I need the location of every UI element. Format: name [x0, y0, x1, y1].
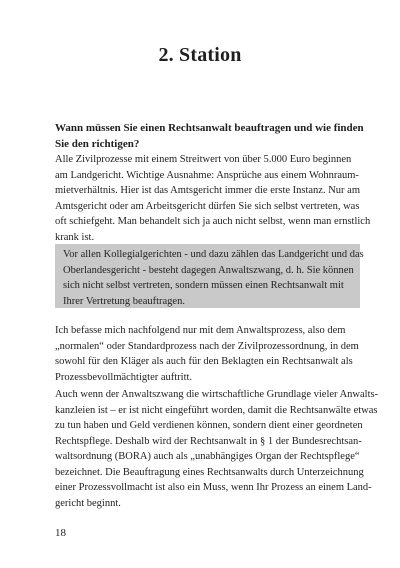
text-line: krank ist. — [55, 231, 95, 243]
chapter-title: 2. Station — [158, 44, 242, 66]
text-line: Ich befasse mich nachfolgend nur mit dem Anwaltsprozess, also dem — [55, 325, 346, 336]
text-line: „normalen“ oder Standardprozess nach der Zivilprozessordnung, in dem — [55, 340, 359, 352]
text-line: sowohl für den Kläger als auch für den Beklagten ein Rechtsanwalt als — [55, 356, 353, 367]
text-line: Ihrer Vertretung beauftragen. — [63, 295, 185, 307]
text-line: Oberlandesgericht - besteht dagegen Anwaltszwang, d. h. Sie können — [63, 264, 354, 276]
text-line: Rechtspflege. Deshalb wird der Rechtsanwalt in § 1 der Bundesrechtsan- — [55, 435, 362, 447]
text-line: mietverhältnis. Hier ist das Amtsgericht immer die erste Instanz. Nur am — [55, 185, 361, 196]
text-line: Auch wenn der Anwaltszwang die wirtschaftliche Grundlage vieler Anwalts- — [55, 389, 379, 400]
text-line: Alle Zivilprozesse mit einem Streitwert von über 5.000 Euro beginnen — [55, 154, 352, 165]
text-line: oft schiefgeht. Man behandelt sich ja auch nicht selbst, wenn man ernstlich — [55, 216, 371, 227]
text-line: waltsordnung (BORA) auch als „unabhängiges Organ der Rechtspflege“ — [55, 451, 360, 462]
text-line: Vor allen Kollegialgerichten - und dazu zählen das Landgericht und das — [63, 249, 364, 260]
section-question — [55, 120, 364, 152]
text-line: bezeichnet. Die Beauftragung eines Rechtsanwalts durch Unterzeichnung — [55, 466, 364, 478]
text-line: einer Prozessvollmacht ist also ein Muss, wenn Ihr Prozess an einem Land- — [55, 482, 372, 493]
text-line: zu tun haben und Geld verdienen können, sondern dient einer geordneten — [55, 420, 363, 431]
text-line: Wann müssen Sie einen Rechtsanwalt beauftragen und wie finden — [55, 122, 364, 134]
text-line: gericht beginnt. — [55, 497, 121, 509]
text-line: kanzleien ist – er ist nicht eingeführt worden, damit die Rechtsanwälte etwas — [55, 404, 378, 416]
text-line: Amtsgericht oder am Arbeitsgericht dürfen Sie sich selbst vertreten, was — [55, 200, 360, 212]
paragraph — [55, 323, 360, 385]
paragraph — [55, 387, 379, 511]
text-line: am Landgericht. Wichtige Ausnahme: Ansprüche aus einem Wohnraum- — [55, 169, 359, 181]
text-line: sich nicht selbst vertreten, sondern müssen einen Rechtsanwalt mit — [63, 280, 344, 291]
highlight-box — [55, 244, 364, 308]
paragraph — [55, 152, 371, 245]
page-number: 18 — [55, 527, 66, 539]
text-line: Sie den richtigen? — [55, 138, 140, 150]
text-line: Prozessbevollmächtigter auftritt. — [55, 371, 193, 383]
